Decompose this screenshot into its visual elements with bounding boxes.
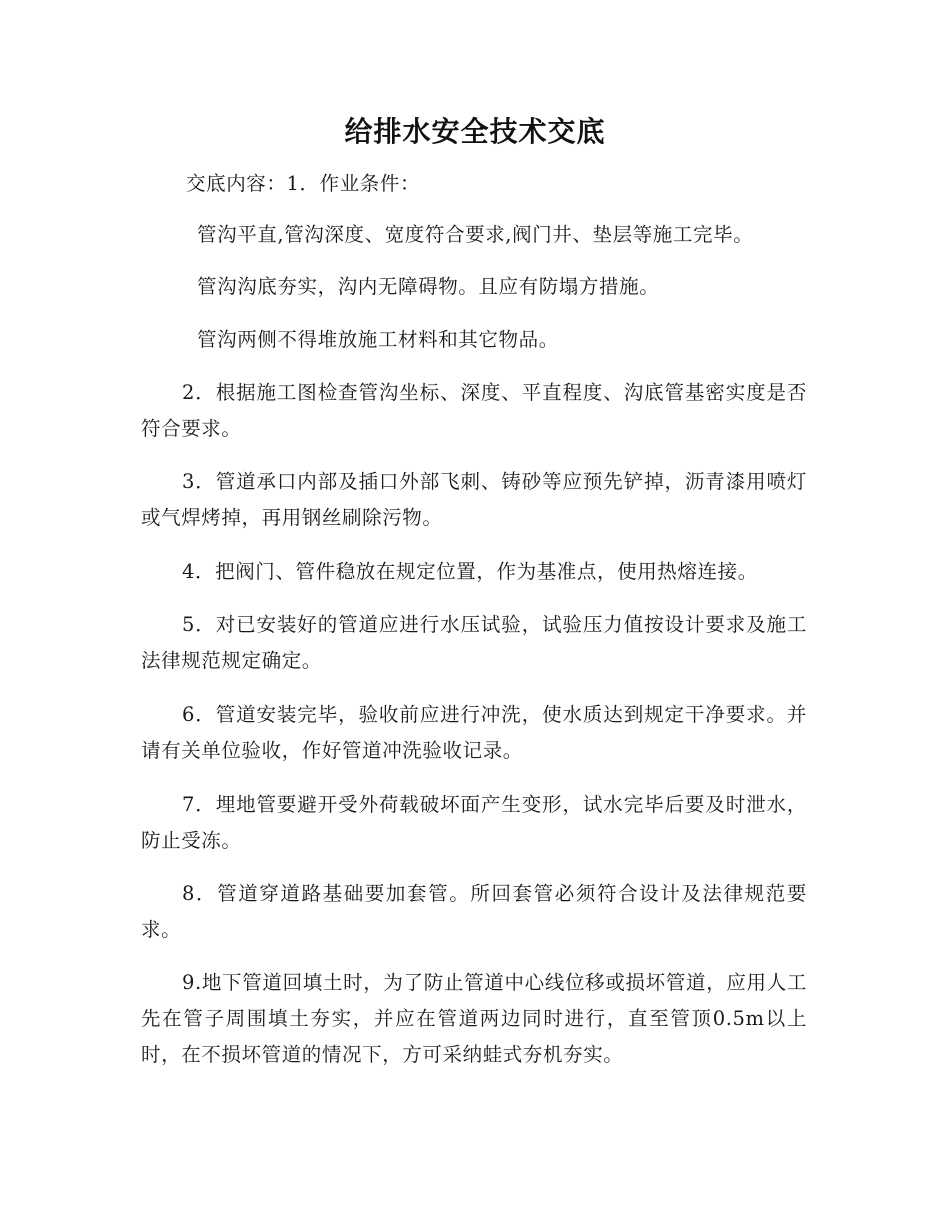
item-paragraph: 4．把阀门、管件稳放在规定位置，作为基准点，使用热熔连接。 [182,560,758,583]
condition-line: 管沟沟底夯实，沟内无障碍物。且应有防塌方措施。 [197,275,660,298]
item-paragraph: 3．管道承口内部及插口外部飞刺、铸砂等应预先铲掉，沥青漆用喷灯或气焊烤掉，再用钢丝刷除污物。 [141,470,807,529]
item-paragraph: 2．根据施工图检查管沟坐标、深度、平直程度、沟底管基密实度是否符合要求。 [141,381,807,440]
item-paragraph: 6．管道安装完毕，验收前应进行冲洗，使水质达到规定干净要求。并请有关单位验收，作好管道冲洗验收记录。 [141,703,807,762]
intro-line: 交底内容：1．作业条件： [186,172,421,195]
item-paragraph: 8．管道穿道路基础要加套管。所回套管必须符合设计及法律规范要求。 [141,882,807,941]
item-paragraph: 7．埋地管要避开受外荷载破坏面产生变形，试水完毕后要及时泄水，防止受冻。 [141,793,807,852]
document-title: 给排水安全技术交底 [344,115,606,148]
condition-line: 管沟两侧不得堆放施工材料和其它物品。 [197,328,559,351]
condition-line: 管沟平直,管沟深度、宽度符合要求,阀门井、垫层等施工完毕。 [197,223,754,246]
item-paragraph: 5．对已安装好的管道应进行水压试验，试验压力值按设计要求及施工法律规范规定确定。 [141,613,807,672]
item-paragraph: 9.地下管道回填土时，为了防止管道中心线位移或损坏管道，应用人工先在管子周围填土夯实，并应在管道两边同时进行，直至管顶0.5m以上时，在不损坏管道的情况下，方可采纳蛙式夯机夯实。 [141,971,807,1066]
